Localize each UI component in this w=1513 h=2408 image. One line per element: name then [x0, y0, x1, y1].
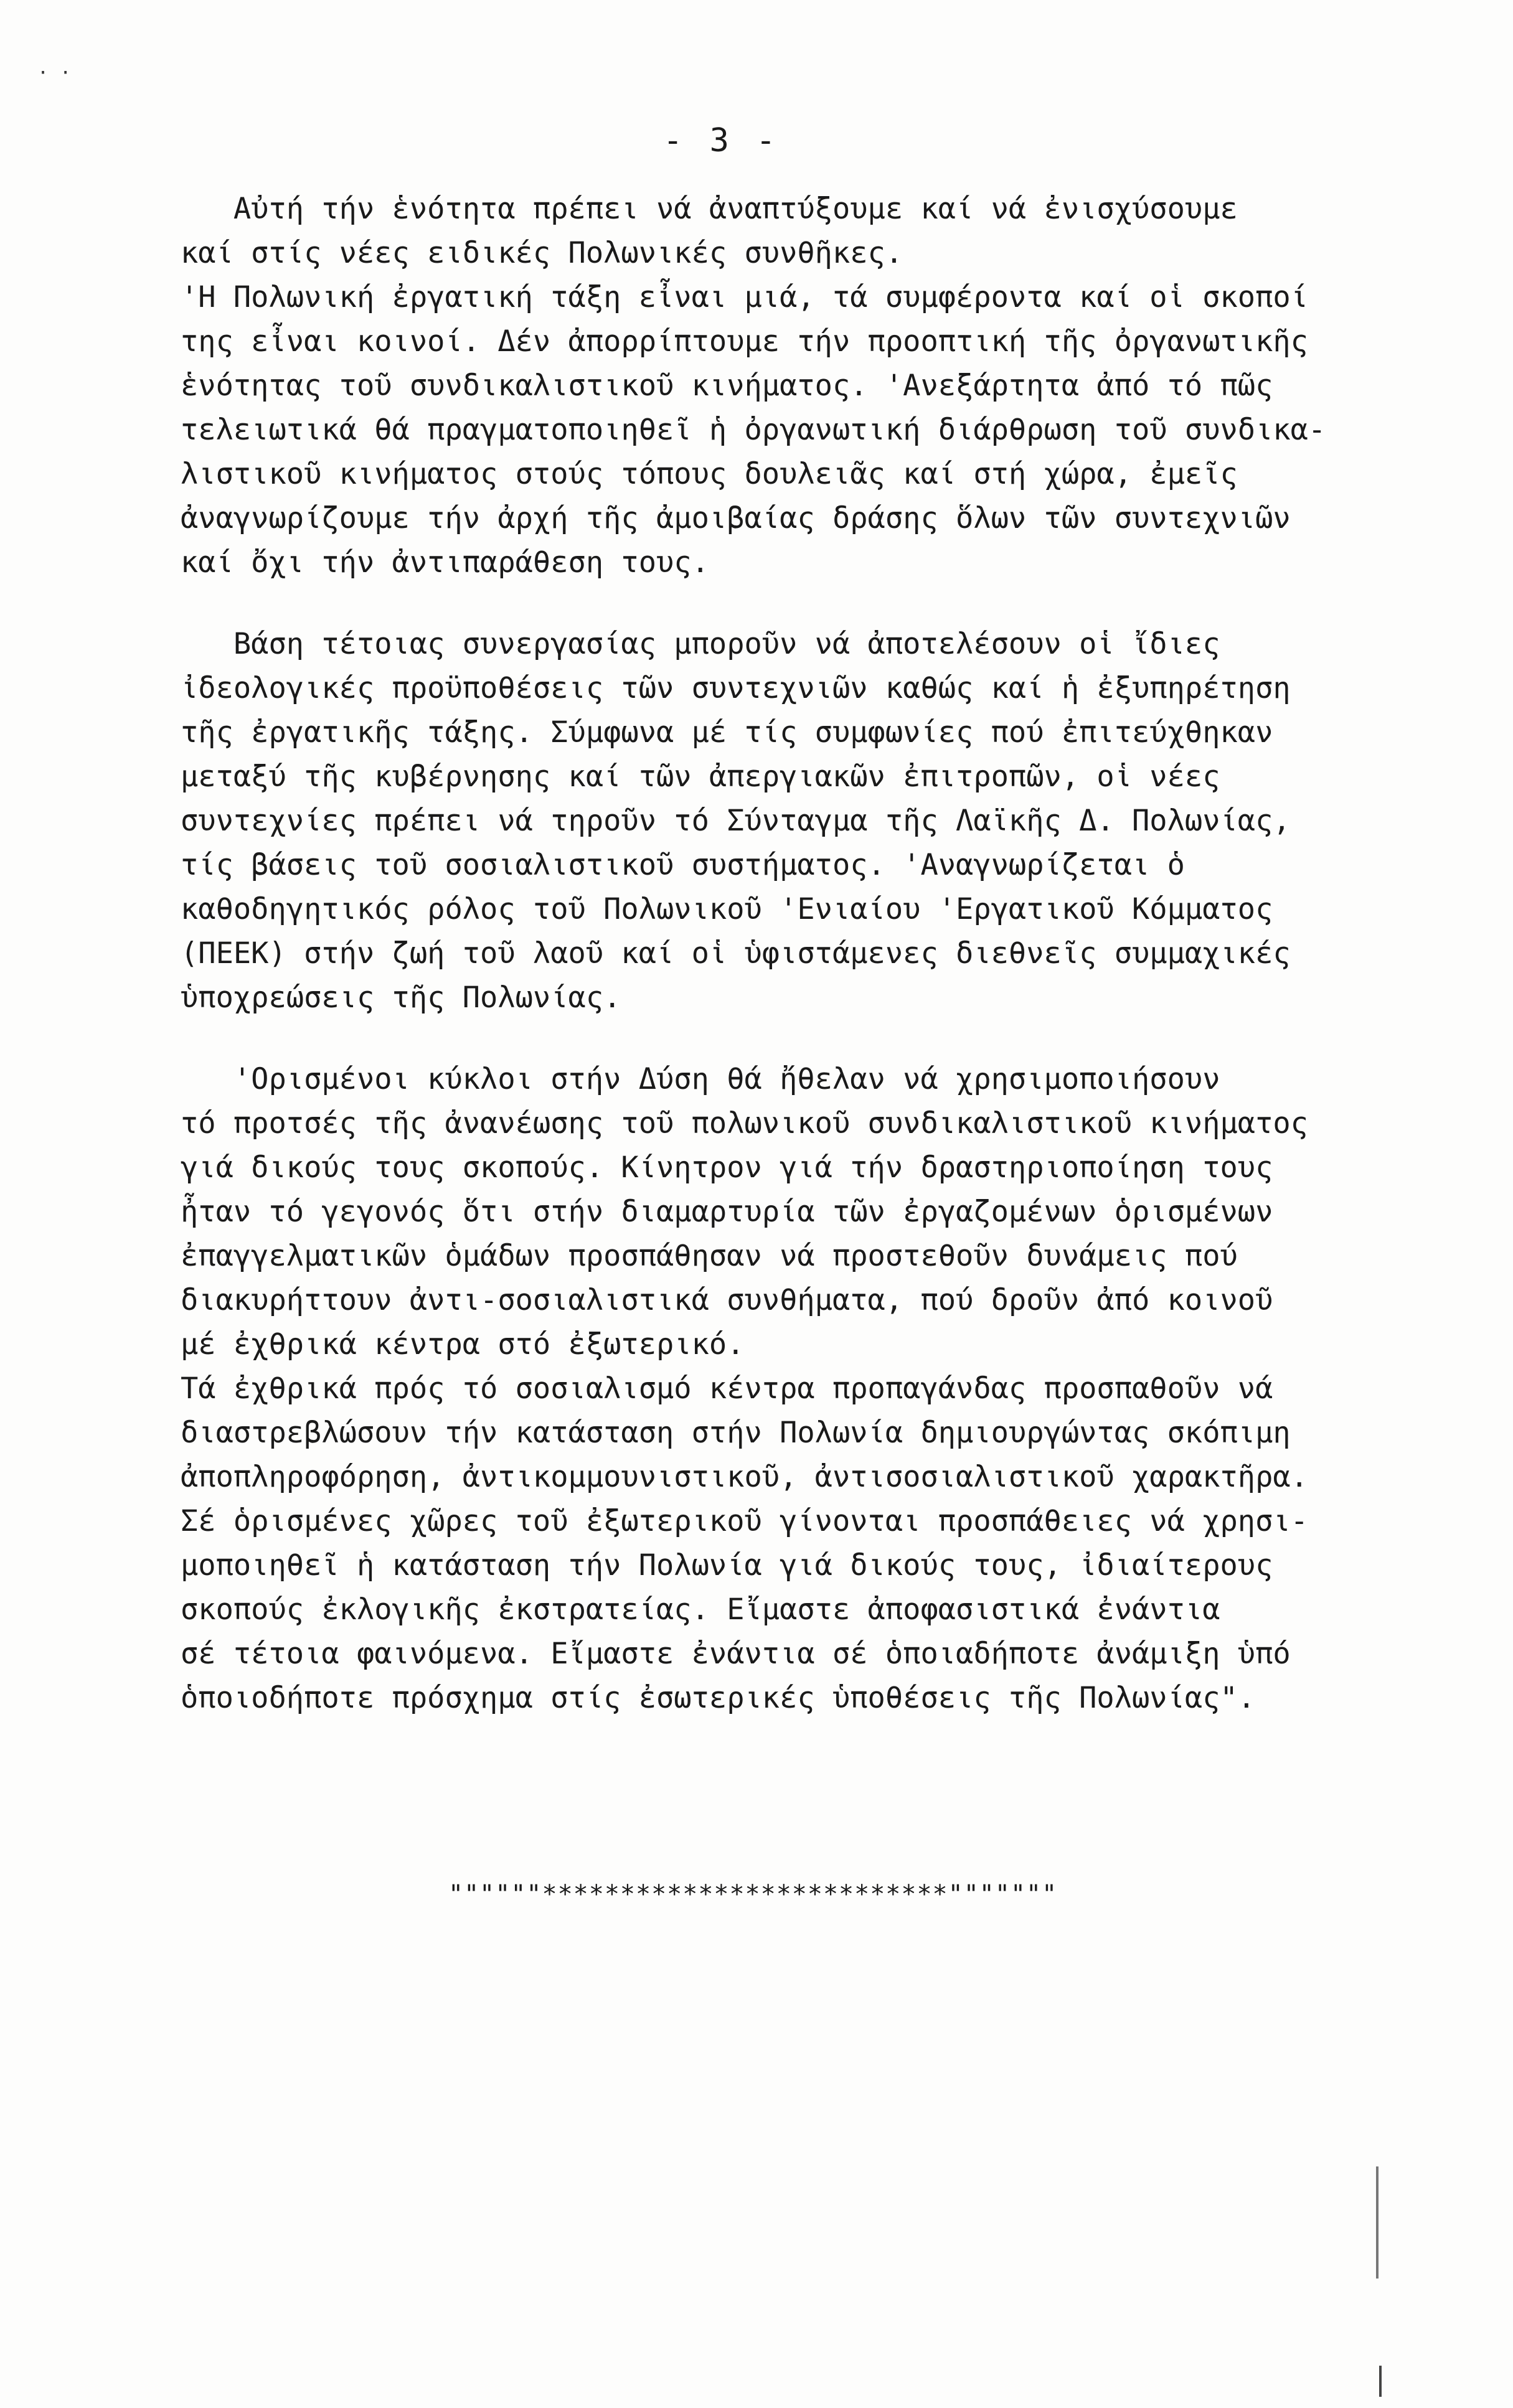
text-line: ἀποπληροφόρηση, ἀντικομμουνιστικοῦ, ἀντισοσιαλιστικοῦ χαρακτῆρα. — [181, 1460, 1308, 1494]
text-line: Βάση τέτοιας συνεργασίας μποροῦν νά ἀποτελέσουν οἱ ἴδιες — [181, 627, 1220, 661]
text-line: συντεχνίες πρέπει νά τηροῦν τό Σύνταγμα τῆς Λαϊκῆς Δ. Πολωνίας, — [181, 804, 1291, 838]
separator-line: """"""**************************""""""" — [448, 1880, 1058, 1909]
text-line: μεταξύ τῆς κυβέρνησης καί τῶν ἀπεργιακῶν ἐπιτροπῶν, οἱ νέες — [181, 760, 1220, 794]
text-line: τῆς ἐργατικῆς τάξης. Σύμφωνα μέ τίς συμφωνίες πού ἐπιτεύχθηκαν — [181, 715, 1273, 750]
text-line: τίς βάσεις τοῦ σοσιαλιστικοῦ συστήματος. 'Αναγνωρίζεται ὁ — [181, 848, 1185, 882]
scan-edge-mark — [1379, 2366, 1382, 2397]
text-line: ἑνότητας τοῦ συνδικαλιστικοῦ κινήματος. 'Ανεξάρτητα ἀπό τό πῶς — [181, 369, 1273, 403]
text-line: τελειωτικά θά πραγματοποιηθεῖ ἡ ὀργανωτική διάρθρωση τοῦ συνδικα- — [181, 413, 1326, 447]
text-line: σκοπούς ἐκλογικῆς ἐκστρατείας. Εἴμαστε ἀποφασιστικά ἐνάντια — [181, 1592, 1220, 1627]
text-line: μοποιηθεῖ ἡ κατάσταση τήν Πολωνία γιά δικούς τους, ἰδιαίτερους — [181, 1548, 1273, 1583]
text-line: της εἶναι κοινοί. Δέν ἀπορρίπτουμε τήν προοπτική τῆς ὀργανωτικῆς — [181, 324, 1308, 359]
text-line: ὑποχρεώσεις τῆς Πολωνίας. — [181, 981, 621, 1015]
text-line: σέ τέτοια φαινόμενα. Εἴμαστε ἐνάντια σέ ὁποιαδήποτε ἀνάμιξη ὑπό — [181, 1637, 1291, 1671]
page-number: - 3 - — [663, 122, 780, 159]
text-line: (ΠΕΕΚ) στήν ζωή τοῦ λαοῦ καί οἱ ὑφιστάμενες διεθνεῖς συμμαχικές — [181, 936, 1291, 971]
text-line: διαστρεβλώσουν τήν κατάσταση στήν Πολωνία δημιουργώντας σκόπιμη — [181, 1416, 1291, 1450]
paragraph-1 — [181, 187, 1438, 585]
text-line: λιστικοῦ κινήματος στούς τόπους δουλειᾶς καί στή χώρα, ἐμεῖς — [181, 457, 1238, 491]
text-line: μέ ἐχθρικά κέντρα στό ἐξωτερικό. — [181, 1327, 745, 1362]
scan-edge-mark — [1376, 2166, 1379, 2279]
text-line: ἦταν τό γεγονός ὅτι στήν διαμαρτυρία τῶν ἐργαζομένων ὁρισμένων — [181, 1195, 1273, 1229]
text-line: τό προτσές τῆς ἀνανέωσης τοῦ πολωνικοῦ συνδικαλιστικοῦ κινήματος — [181, 1106, 1308, 1141]
text-line: 'Ορισμένοι κύκλοι στήν Δύση θά ἤθελαν νά χρησιμοποιήσουν — [181, 1062, 1220, 1096]
paragraph-3 — [181, 1057, 1438, 1720]
text-line: 'Η Πολωνική ἐργατική τάξη εἶναι μιά, τά συμφέροντα καί οἱ σκοποί — [181, 280, 1308, 314]
document-body — [181, 187, 1438, 1720]
scan-speck: · · — [37, 62, 72, 84]
text-line: ἰδεολογικές προϋποθέσεις τῶν συντεχνιῶν καθώς καί ἡ ἐξυπηρέτηση — [181, 671, 1291, 705]
paragraph-gap — [181, 585, 1438, 622]
text-line: καί στίς νέες ειδικές Πολωνικές συνθῆκες. — [181, 236, 903, 270]
text-line: καθοδηγητικός ρόλος τοῦ Πολωνικοῦ 'Ενιαίου 'Εργατικοῦ Κόμματος — [181, 892, 1273, 926]
text-line: γιά δικούς τους σκοπούς. Κίνητρον γιά τήν δραστηριοποίηση τους — [181, 1150, 1273, 1185]
text-line: καί ὄχι τήν ἀντιπαράθεση τους. — [181, 545, 709, 580]
text-line: ὁποιοδήποτε πρόσχημα στίς ἐσωτερικές ὑποθέσεις τῆς Πολωνίας". — [181, 1681, 1256, 1715]
text-line: ἀναγνωρίζουμε τήν ἀρχή τῆς ἀμοιβαίας δράσης ὅλων τῶν συντεχνιῶν — [181, 501, 1291, 535]
text-line: Αὐτή τήν ἑνότητα πρέπει νά ἀναπτύξουμε καί νά ἐνισχύσουμε — [181, 192, 1238, 226]
text-line: ἐπαγγελματικῶν ὁμάδων προσπάθησαν νά προστεθοῦν δυνάμεις πού — [181, 1239, 1238, 1273]
text-line: Τά ἐχθρικά πρός τό σοσιαλισμό κέντρα προπαγάνδας προσπαθοῦν νά — [181, 1371, 1273, 1406]
text-line: διακυρήττουν ἀντι-σοσιαλιστικά συνθήματα, πού δροῦν ἀπό κοινοῦ — [181, 1283, 1273, 1317]
text-line: Σέ ὁρισμένες χῶρες τοῦ ἐξωτερικοῦ γίνονται προσπάθειες νά χρησι- — [181, 1504, 1308, 1538]
paragraph-gap — [181, 1020, 1438, 1057]
paragraph-2 — [181, 622, 1438, 1020]
